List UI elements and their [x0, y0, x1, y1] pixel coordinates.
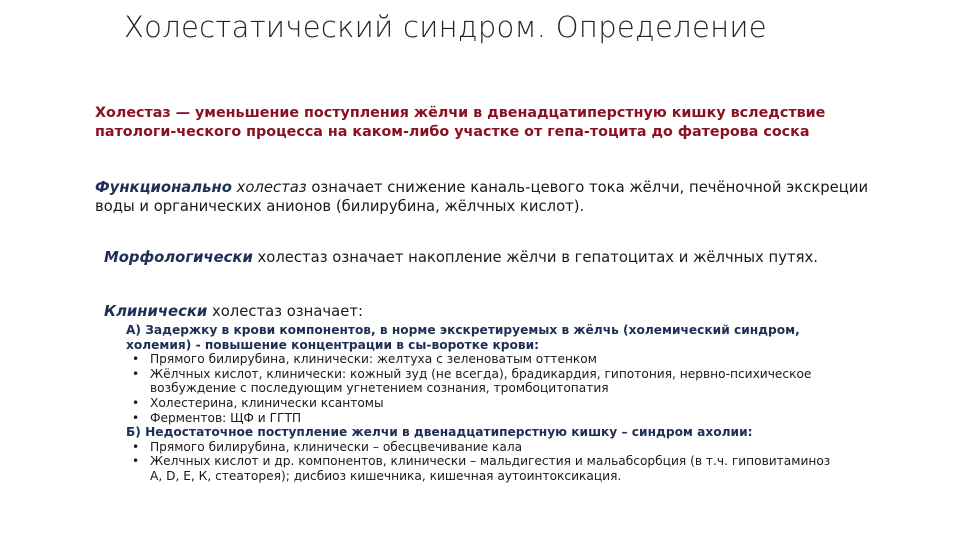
list-item: [126, 411, 846, 426]
clinical-details: [126, 323, 846, 484]
definition-text: Холестаз — уменьшение поступления жёлчи в двенадцатиперстную кишку вследствие патологи-ческого процесса на каком-либо участке от гепа-тоцита до фатерова соска: [95, 105, 826, 140]
list-item: [126, 396, 846, 411]
functional-paragraph: [95, 178, 895, 216]
section-a-list: [126, 352, 846, 425]
morphological-term: Морфологически: [104, 249, 253, 266]
functional-text: означает снижение каналь-цевого тока жёлчи, печёночной экскреции воды и органических анионов (билирубина, жёлчных кислот).: [95, 179, 869, 215]
morphological-paragraph: [104, 248, 904, 267]
list-item-text: Жёлчных кислот, клинически: кожный зуд (не всегда), брадикардия, гипотония, нервно-психическое возбуждение с последующим угнетением сознания, тромбоцитопатия: [150, 366, 812, 396]
bullet-icon: •: [132, 410, 140, 425]
section-a-header: А) Задержку в крови компонентов, в норме экскретируемых в жёлчь (холемический синдром, холемия) - повышение концентрации в сы-воротке крови:: [126, 323, 800, 352]
list-item: [126, 440, 846, 455]
bullet-icon: •: [132, 439, 140, 454]
bullet-icon: •: [132, 352, 140, 367]
slide-title: Холестатический синдром. Определение: [124, 10, 767, 44]
bullet-icon: •: [132, 395, 140, 410]
clinical-paragraph: [104, 302, 904, 321]
section-b-header: Б) Недостаточное поступление желчи в двенадцатиперстную кишку – синдром ахолии:: [126, 425, 753, 440]
list-item-text: Прямого билирубина, клинически – обесцвечивание кала: [150, 439, 523, 454]
list-item-text: Желчных кислот и др. компонентов, клинически – мальдигестия и мальабсорбция (в т.ч. гиповитаминоз А, D, Е, К, стеаторея); дисбиоз кишечника, кишечная аутоинтоксикация.: [150, 454, 831, 483]
list-item: [126, 352, 846, 367]
clinical-text: холестаз означает:: [207, 303, 363, 320]
functional-term: Функционально: [95, 179, 232, 196]
bullet-icon: •: [132, 366, 140, 381]
morphological-text: холестаз означает накопление жёлчи в гепатоцитах и жёлчных путях.: [252, 249, 818, 266]
bullet-icon: •: [132, 454, 140, 469]
list-item: [126, 454, 846, 483]
list-item-text: Холестерина, клинически ксантомы: [150, 395, 384, 410]
list-item: [126, 367, 846, 396]
list-item-text: Ферментов: ЩФ и ГГТП: [150, 410, 302, 425]
list-item-text: Прямого билирубина, клинически: желтуха с зеленоватым оттенком: [150, 352, 597, 367]
functional-italic: холестаз: [236, 179, 307, 196]
section-b-list: [126, 440, 846, 484]
clinical-term: Клинически: [104, 303, 208, 320]
